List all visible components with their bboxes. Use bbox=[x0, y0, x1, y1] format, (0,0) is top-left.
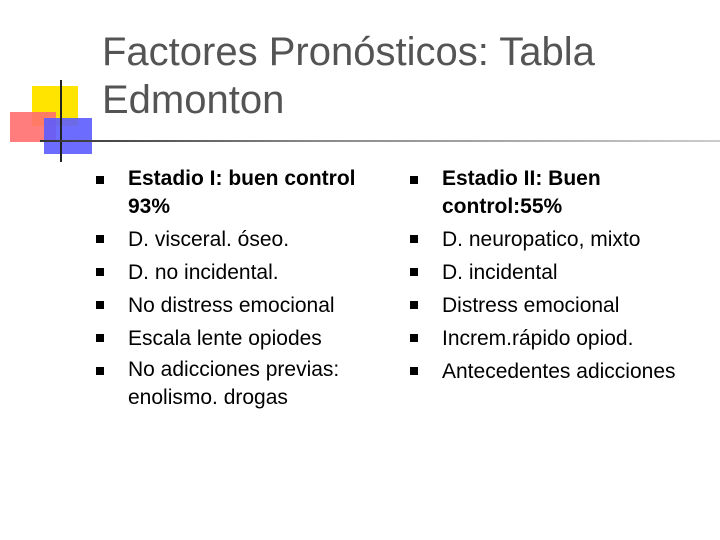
square-bullet-icon bbox=[96, 367, 104, 375]
title-underline bbox=[40, 140, 720, 142]
square-bullet-icon bbox=[96, 334, 104, 342]
list-item-text: D. visceral. óseo. bbox=[128, 228, 290, 251]
square-bullet-icon bbox=[96, 268, 104, 276]
square-bullet-icon bbox=[410, 268, 418, 276]
list-item bbox=[410, 289, 720, 322]
list-item-text: No adicciones previas: enolismo. drogas bbox=[128, 358, 340, 409]
decorative-vertical-line bbox=[60, 80, 62, 162]
slide-title: Factores Pronósticos: Tabla Edmonton bbox=[102, 30, 595, 122]
list-item bbox=[410, 164, 720, 223]
square-bullet-icon bbox=[96, 301, 104, 309]
list-item-text: D. neuropatico, mixto bbox=[442, 228, 641, 251]
square-bullet-icon bbox=[96, 235, 104, 243]
list-item-text: D. incidental bbox=[442, 261, 558, 284]
right-bullet-list bbox=[410, 164, 720, 388]
decorative-blue-square bbox=[44, 118, 92, 154]
list-item-text: Antecedentes adicciones bbox=[442, 360, 676, 383]
square-bullet-icon bbox=[410, 176, 418, 184]
square-bullet-icon bbox=[410, 235, 418, 243]
list-item-text: Increm.rápido opiod. bbox=[442, 327, 634, 350]
square-bullet-icon bbox=[96, 176, 104, 184]
list-item-text: No distress emocional bbox=[128, 294, 335, 317]
list-item bbox=[96, 289, 396, 322]
list-item-text: D. no incidental. bbox=[128, 261, 279, 284]
square-bullet-icon bbox=[410, 367, 418, 375]
list-item-text: Estadio II: Buen control:55% bbox=[442, 167, 601, 218]
list-item bbox=[410, 355, 720, 388]
list-item bbox=[96, 256, 396, 289]
list-item bbox=[96, 223, 396, 256]
list-item bbox=[410, 322, 720, 355]
left-bullet-list bbox=[96, 164, 396, 414]
square-bullet-icon bbox=[410, 301, 418, 309]
square-bullet-icon bbox=[410, 334, 418, 342]
list-item-text: Estadio I: buen control 93% bbox=[128, 167, 356, 218]
list-item-text: Distress emocional bbox=[442, 294, 620, 317]
list-item bbox=[96, 355, 396, 414]
list-item bbox=[96, 164, 396, 223]
list-item-text: Escala lente opiodes bbox=[128, 327, 322, 350]
list-item bbox=[96, 322, 396, 355]
list-item bbox=[410, 223, 720, 256]
list-item bbox=[410, 256, 720, 289]
